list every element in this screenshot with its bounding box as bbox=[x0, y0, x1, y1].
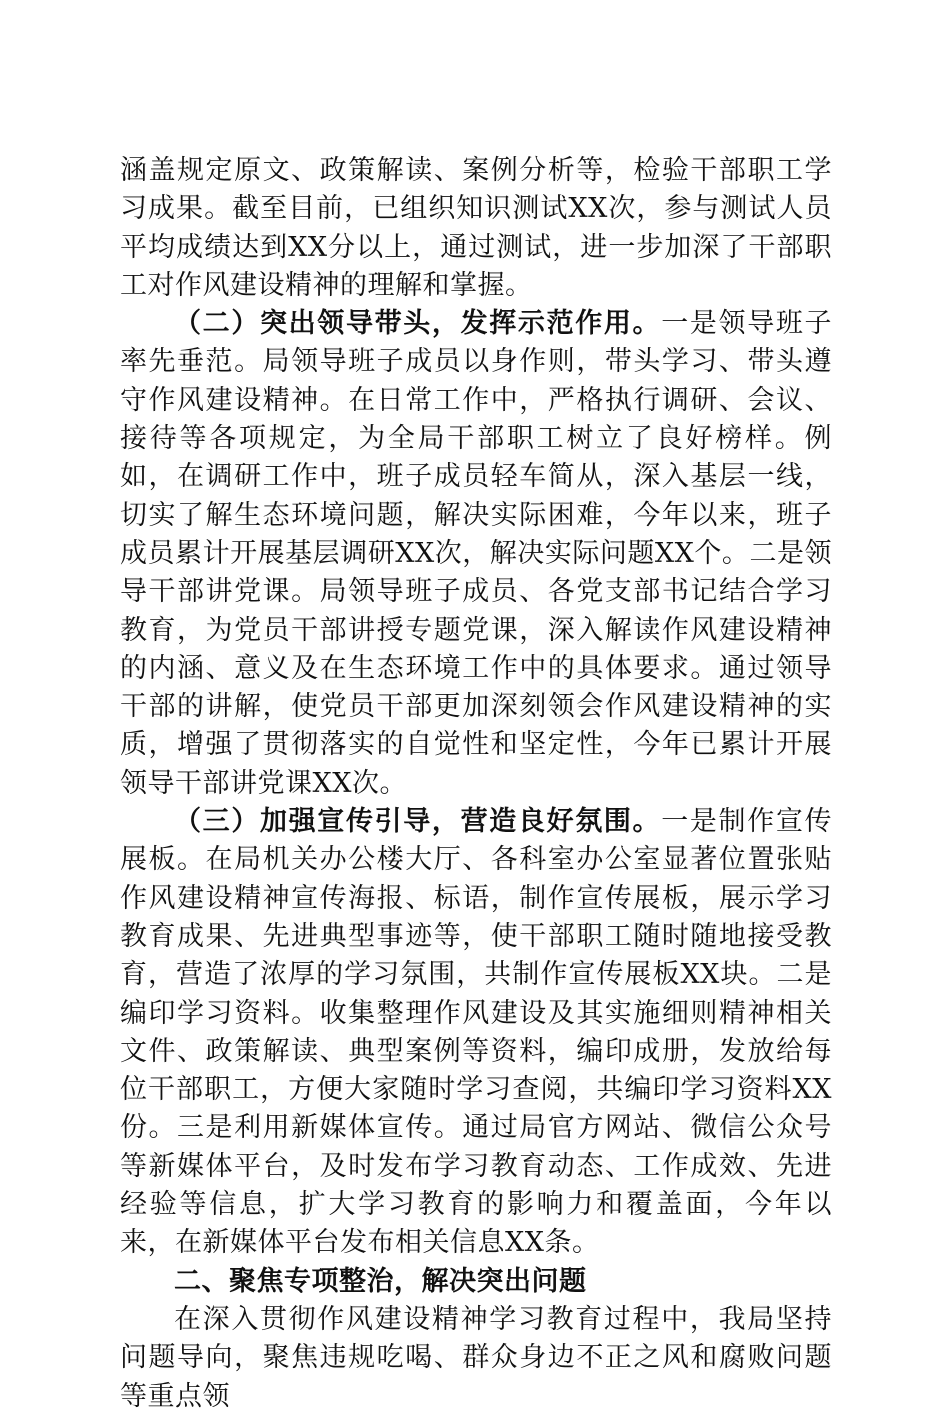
paragraph-1-text: 涵盖规定原文、政策解读、案例分析等，检验干部职工学习成果。截至目前，已组织知识测试XX次，参与测试人员平均成绩达到XX分以上，通过测试，进一步加深了干部职工对作风建设精神的理解和掌握。 bbox=[120, 155, 832, 301]
paragraph-3 bbox=[120, 803, 832, 1263]
paragraph-2 bbox=[120, 305, 832, 803]
section-heading: 二、聚焦专项整治，解决突出问题 bbox=[174, 1265, 587, 1297]
paragraph-4-text: 在深入贯彻作风建设精神学习教育过程中，我局坚持问题导向，聚焦违规吃喝、群众身边不正之风和腐败问题等重点领 bbox=[120, 1303, 832, 1412]
document-body bbox=[120, 152, 832, 1416]
paragraph-4 bbox=[120, 1301, 832, 1416]
paragraph-3-lead: （三）加强宣传引导，营造良好氛围。 bbox=[174, 806, 662, 838]
paragraph-3-text: 一是制作宣传展板。在局机关办公楼大厅、各科室办公室显著位置张贴作风建设精神宣传海报、标语，制作宣传展板，展示学习教育成果、先进典型事迹等，使干部职工随时随地接受教育，营造了浓厚的学习氛围，共制作宣传展板XX块。二是编印学习资料。收集整理作风建设及其实施细则精神相关文件、政策解读、典型案例等资料，编印成册，发放给每位干部职工，方便大家随时学习查阅，共编印学习资料XX份。三是利用新媒体宣传。通过局官方网站、微信公众号等新媒体平台，及时发布学习教育动态、工作成效、先进经验等信息，扩大学习教育的影响力和覆盖面，今年以来，在新媒体平台发布相关信息XX条。 bbox=[120, 806, 833, 1259]
paragraph-1 bbox=[120, 152, 832, 305]
paragraph-2-lead: （二）突出领导带头，发挥示范作用。 bbox=[174, 308, 662, 340]
paragraph-2-text: 一是领导班子率先垂范。局领导班子成员以身作则，带头学习、带头遵守作风建设精神。在日常工作中，严格执行调研、会议、接待等各项规定，为全局干部职工树立了良好榜样。例如，在调研工作中，班子成员轻车简从，深入基层一线，切实了解生态环境问题，解决实际困难，今年以来，班子成员累计开展基层调研XX次，解决实际问题XX个。二是领导干部讲党课。局领导班子成员、各党支部书记结合学习教育，为党员干部讲授专题党课，深入解读作风建设精神的内涵、意义及在生态环境工作中的具体要求。通过领导干部的讲解，使党员干部更加深刻领会作风建设精神的实质，增强了贯彻落实的自觉性和坚定性，今年已累计开展领导干部讲党课XX次。 bbox=[120, 308, 833, 799]
